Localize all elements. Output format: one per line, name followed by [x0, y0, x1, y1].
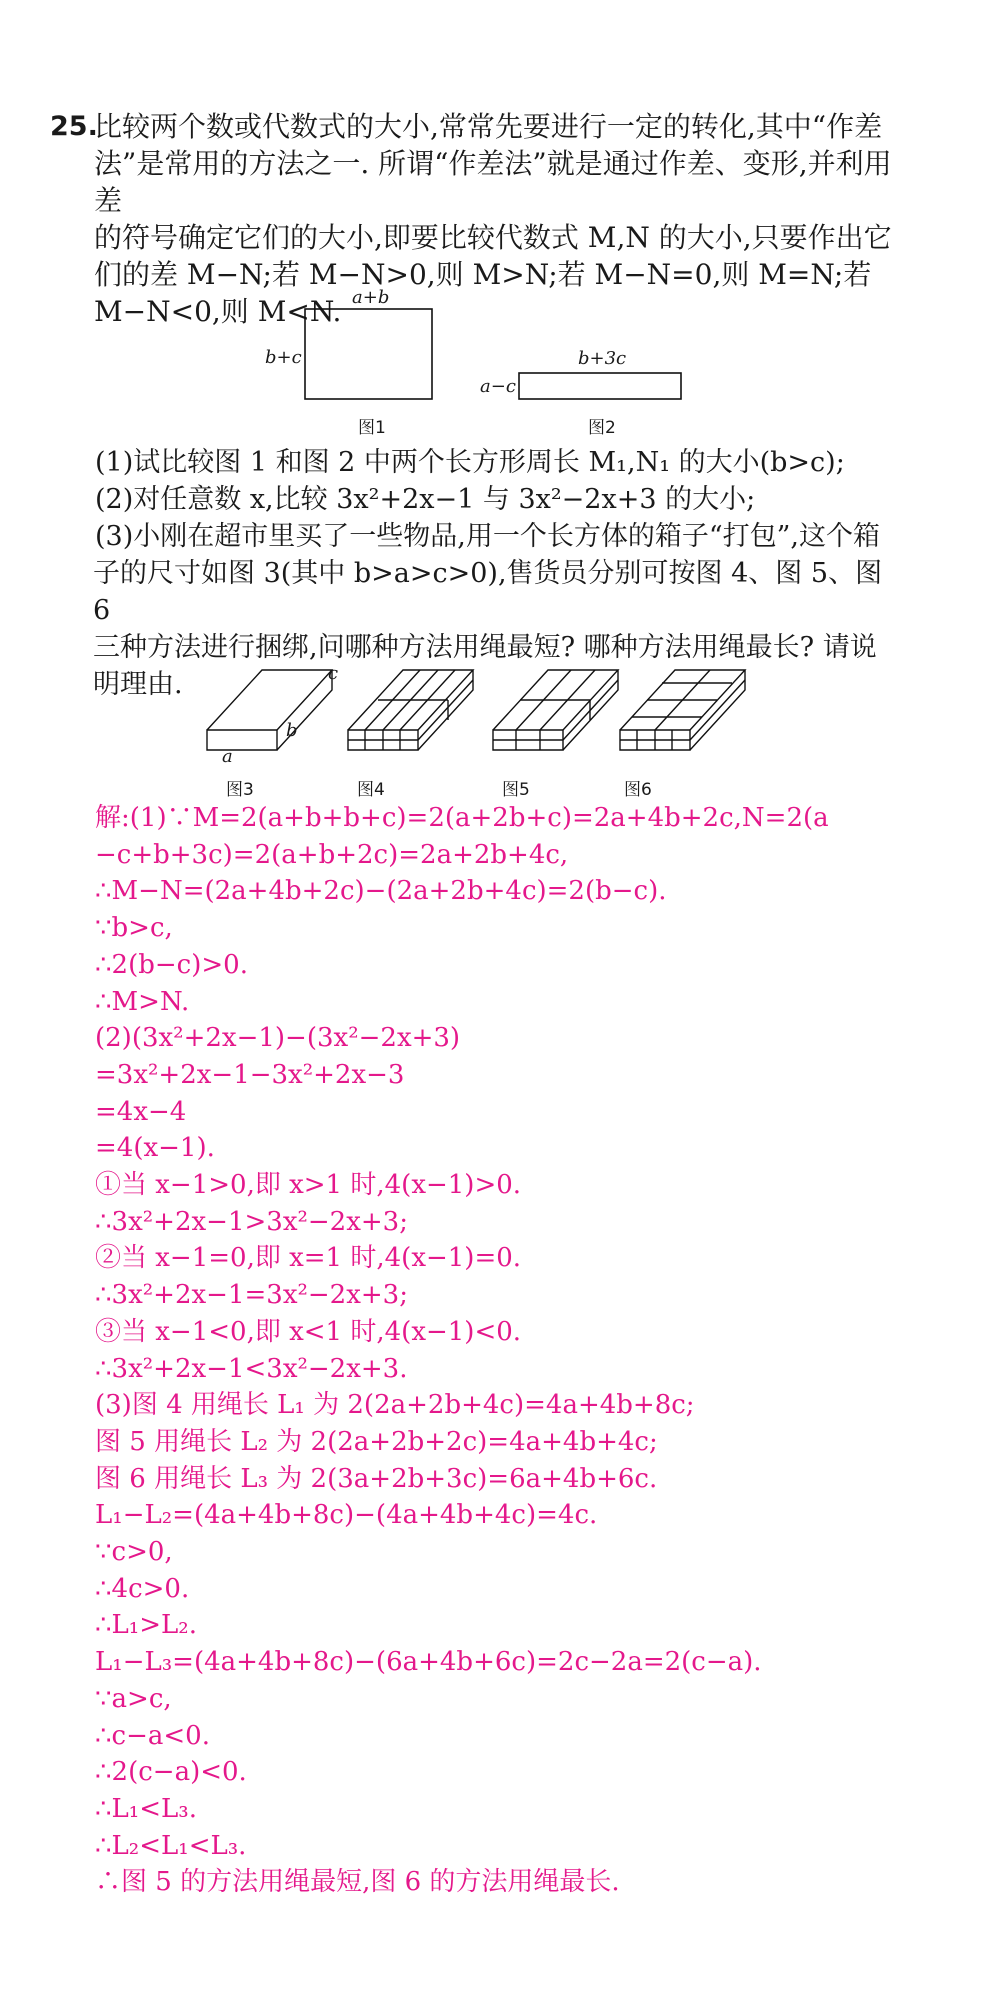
- solution-line: ∴M>N.: [95, 986, 190, 1017]
- fig2-top-label: b+3c: [578, 348, 627, 369]
- solution-line: ∴3x²+2x−1=3x²−2x+3;: [95, 1280, 408, 1311]
- solution-line: L₁−L₂=(4a+4b+8c)−(4a+4b+4c)=4c.: [95, 1500, 598, 1531]
- problem-line-4: 们的差 M−N;若 M−N>0,则 M>N;若 M−N=0,则 M=N;若: [94, 258, 872, 291]
- part-3-line-4: 明理由.: [93, 669, 183, 700]
- solution-line: ∵c>0,: [95, 1537, 173, 1568]
- solution-line: ∴L₁>L₂.: [95, 1610, 197, 1641]
- fig1-top-label: a+b: [352, 287, 390, 308]
- solution-line: ∴2(b−c)>0.: [95, 949, 248, 980]
- part-1: (1)试比较图 1 和图 2 中两个长方形周长 M₁,N₁ 的大小(b>c);: [95, 447, 845, 478]
- problem-line-5: M−N<0,则 M<N.: [94, 295, 342, 328]
- problem-line-2: 法”是常用的方法之一. 所谓“作差法”就是通过作差、变形,并利用差: [94, 147, 892, 217]
- fig1-caption: 图1: [358, 418, 386, 438]
- solution-line: ∴3x²+2x−1<3x²−2x+3.: [95, 1353, 408, 1384]
- solution-line: −c+b+3c)=2(a+b+2c)=2a+2b+4c,: [95, 839, 569, 870]
- solution-line: 图 5 用绳长 L₂ 为 2(2a+2b+2c)=4a+4b+4c;: [95, 1426, 658, 1457]
- solution-block: [95, 800, 955, 1901]
- fig3-label-b: b: [286, 720, 298, 741]
- problem-line-3: 的符号确定它们的大小,即要比较代数式 M,N 的大小,只要作出它: [94, 221, 892, 254]
- part-3-line-1: (3)小刚在超市里买了一些物品,用一个长方体的箱子“打包”,这个箱: [95, 521, 881, 552]
- figure-2-rectangle: [519, 373, 681, 399]
- fig5-caption: 图5: [502, 780, 530, 800]
- rectangles-svg: [0, 295, 995, 445]
- fig3-caption: 图3: [226, 780, 254, 800]
- figure-4-box: [348, 670, 473, 750]
- solution-line: ∴c−a<0.: [95, 1720, 210, 1751]
- figure-3-box: [207, 670, 332, 750]
- solution-line: ∴2(c−a)<0.: [95, 1757, 247, 1788]
- solution-line: L₁−L₃=(4a+4b+8c)−(6a+4b+6c)=2c−2a=2(c−a).: [95, 1647, 762, 1678]
- solution-line: ②当 x−1=0,即 x=1 时,4(x−1)=0.: [95, 1243, 522, 1274]
- fig4-caption: 图4: [357, 780, 385, 800]
- figure-5-box: [493, 670, 618, 750]
- solution-line: ∵b>c,: [95, 913, 173, 944]
- solution-line: (3)图 4 用绳长 L₁ 为 2(2a+2b+4c)=4a+4b+8c;: [95, 1390, 695, 1421]
- solution-line: ∴L₂<L₁<L₃.: [95, 1830, 247, 1861]
- figure-6-box: [620, 670, 745, 750]
- solution-line: 解:(1)∵M=2(a+b+b+c)=2(a+2b+c)=2a+4b+2c,N=2(a: [95, 803, 829, 833]
- solution-line: ∴L₁<L₃.: [95, 1793, 197, 1824]
- figure-1-rectangle: [305, 309, 432, 399]
- solution-line: ∴4c>0.: [95, 1573, 190, 1604]
- solution-line: ∴图 5 的方法用绳最短,图 6 的方法用绳最长.: [95, 1867, 620, 1898]
- fig3-label-c: c: [328, 663, 339, 684]
- solution-line: 图 6 用绳长 L₃ 为 2(3a+2b+3c)=6a+4b+6c.: [95, 1463, 658, 1494]
- fig1-side-label: b+c: [265, 347, 302, 368]
- solution-line: ∴3x²+2x−1>3x²−2x+3;: [95, 1206, 408, 1237]
- problem-line-1: 比较两个数或代数式的大小,常常先要进行一定的转化,其中“作差: [94, 110, 883, 143]
- fig2-side-label: a−c: [480, 376, 516, 397]
- solution-line: ∴M−N=(2a+4b+2c)−(2a+2b+4c)=2(b−c).: [95, 876, 667, 907]
- fig3-label-a: a: [222, 746, 233, 767]
- part-3-line-2: 子的尺寸如图 3(其中 b>a>c>0),售货员分别可按图 4、图 5、图 6: [93, 558, 883, 626]
- question-number: 25.: [50, 111, 98, 142]
- solution-line: ∵a>c,: [95, 1683, 172, 1714]
- boxes-svg: [0, 655, 995, 785]
- solution-line: =4x−4: [95, 1096, 187, 1127]
- solution-line: =4(x−1).: [95, 1133, 215, 1164]
- part-3-line-3: 三种方法进行捆绑,问哪种方法用绳最短? 哪种方法用绳最长? 请说: [93, 632, 877, 663]
- solution-line: ③当 x−1<0,即 x<1 时,4(x−1)<0.: [95, 1316, 522, 1347]
- solution-line: ①当 x−1>0,即 x>1 时,4(x−1)>0.: [95, 1170, 522, 1201]
- fig2-caption: 图2: [588, 418, 616, 438]
- solution-line: (2)(3x²+2x−1)−(3x²−2x+3): [95, 1023, 461, 1054]
- solution-line: =3x²+2x−1−3x²+2x−3: [95, 1059, 405, 1090]
- fig6-caption: 图6: [624, 780, 652, 800]
- part-2: (2)对任意数 x,比较 3x²+2x−1 与 3x²−2x+3 的大小;: [95, 484, 756, 515]
